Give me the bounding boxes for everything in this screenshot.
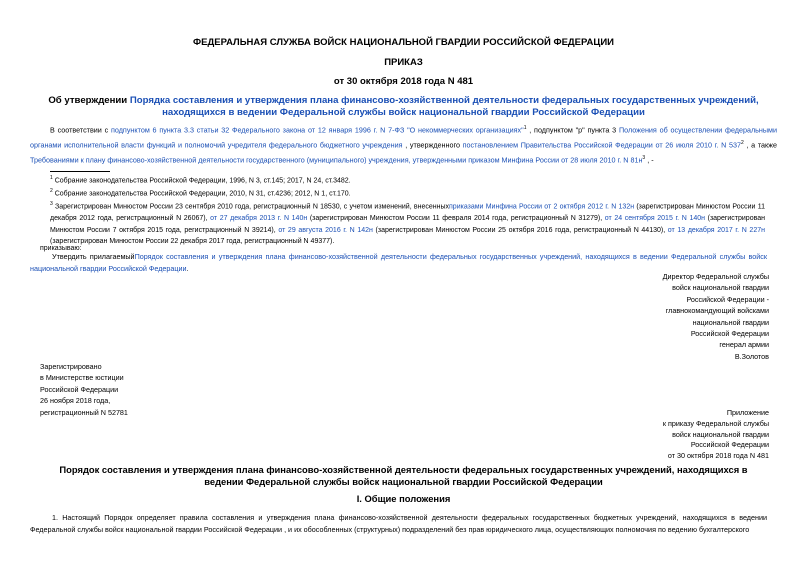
footnote-1	[50, 173, 750, 186]
signature-line: главнокомандующий войсками	[665, 306, 769, 316]
approve-text: .	[186, 264, 189, 273]
footnote-ref[interactable]: 3	[642, 154, 646, 161]
footnote-text: Собрание законодательства Российской Федерации, 1996, N 3, ст.145; 2017, N 24, ст.3482.	[54, 177, 351, 185]
signature-block	[589, 271, 769, 362]
minfin-order-link[interactable]: приказами Минфина России от 2 октября 2012 г. N 132н	[449, 203, 635, 211]
footnote-marker: 1	[50, 175, 53, 181]
signature-line: войск национальной гвардии	[672, 283, 769, 293]
footnote-divider	[50, 171, 110, 172]
section-title: I. Общие положения	[356, 493, 451, 504]
footnote-ref[interactable]: 2	[740, 139, 744, 146]
decree-link[interactable]: постановлением Правительства Российской Федерации от 26 июля 2010 г. N 537	[462, 140, 741, 150]
appendix-line: Российской Федерации	[690, 440, 769, 450]
order-word: приказываю:	[40, 245, 82, 252]
footnote-text: (зарегистрирован Минюстом России 22 декабря 2017 года, регистрационный N 49377).	[50, 238, 335, 246]
signature-line: генерал армии	[719, 340, 769, 350]
footnote-text: Зарегистрирован Минюстом России 23 сентября 2010 года, регистрационный N 18530, с учетом изменений, внесенных	[55, 203, 450, 211]
approve-text: Утвердить прилагаемый	[52, 252, 135, 261]
preamble-text: , а также	[743, 140, 777, 150]
document-type: ПРИКАЗ	[384, 57, 423, 68]
title-prefix: Об утверждении	[48, 95, 130, 106]
footnote-marker: 2	[50, 188, 53, 194]
footnote-marker: 3	[50, 201, 53, 207]
appendix-line: Приложение	[726, 408, 769, 417]
regulation-link[interactable]: Положения об осуществлении федеральными органами исполнительной власти функций и полномочий учредителя федерального бюджетного учреждения	[30, 125, 777, 150]
footnote-text: (зарегистрирован Минюстом России 11 февраля 2014 года, регистрационный N 31279),	[307, 214, 603, 222]
signature-line: Российской Федерации	[690, 329, 769, 339]
registration-line: в Министерстве юстиции	[40, 373, 124, 383]
signature-line: Российской Федерации -	[686, 294, 769, 304]
agency-name: ФЕДЕРАЛЬНАЯ СЛУЖБА ВОЙСК НАЦИОНАЛЬНОЙ ГВАРДИИ РОССИЙСКОЙ ФЕДЕРАЦИИ	[193, 37, 614, 48]
law-link[interactable]: подпунктом 6 пункта 3.3 статьи 32 Федерального закона от 12 января 1996 г. N 7-ФЗ "О некоммерческих организациях"	[111, 125, 524, 135]
appendix-line: к приказу Федеральной службы	[662, 418, 769, 428]
preamble-text: , утвержденного	[402, 140, 463, 150]
preamble-text: В соответствии с	[50, 125, 111, 135]
footnote-ref[interactable]: 1	[523, 125, 527, 131]
document-title	[30, 95, 777, 119]
procedure-link[interactable]: Порядок составления и утверждения плана финансово-хозяйственной деятельности федеральных государственных учреждений, находящихся в ведении Федеральной службы войск национальной гвардии Российской Федерации	[30, 252, 767, 273]
registration-line: 26 ноября 2018 года,	[40, 396, 111, 406]
minfin-order-link[interactable]: от 24 сентября 2015 г. N 140н	[602, 214, 705, 222]
signatory-name: В.Золотов	[734, 351, 769, 361]
registration-block	[40, 361, 240, 418]
footnote-text: Собрание законодательства Российской Федерации, 2010, N 31, ст.4236; 2012, N 1, ст.170.	[54, 190, 351, 198]
signature-line: Директор Федеральной службы	[662, 272, 769, 281]
registration-line: регистрационный N 52781	[40, 407, 128, 417]
minfin-order-link[interactable]: от 29 августа 2016 г. N 142н	[275, 226, 373, 234]
registration-line: Российской Федерации	[40, 384, 119, 394]
appendix-line: войск национальной гвардии	[672, 429, 769, 439]
minfin-order-link[interactable]: от 27 декабря 2013 г. N 140н	[207, 214, 308, 222]
footnote-text: (зарегистрирован Минюстом России 11 декабря 2012 года, регистрационный N 26067),	[50, 203, 765, 222]
footnote-3	[50, 199, 765, 248]
footnote-2	[50, 186, 750, 199]
appendix-block	[569, 408, 769, 462]
minfin-order-link[interactable]: от 13 декабря 2017 г. N 227н	[665, 226, 765, 234]
document-date-number: от 30 октября 2018 года N 481	[333, 76, 474, 87]
footnote-text: (зарегистрирован Минюстом России 25 октября 2016 года, регистрационный N 44130),	[372, 226, 666, 234]
paragraph-1: 1. Настоящий Порядок определяет правила составления и утверждения плана финансово-хозяйственной деятельности федеральных государственных бюджетных учреждений, находящихся в ведении Федеральной службы войск национальной гвардии Российской Федерации , и их обособленных (структурных) подразделений без прав юридического лица, осуществляющих полномочия по ведению бухгалтерского	[30, 513, 767, 534]
registration-line: Зарегистрировано	[40, 362, 102, 371]
signature-line: национальной гвардии	[692, 317, 769, 327]
title-link[interactable]: Порядка составления и утверждения плана финансово-хозяйственной деятельности федеральных государственных учреждений, находящихся в ведении Федеральной службы войск национальной гвардии Российской Федерации	[129, 95, 759, 118]
footnote-text: (зарегистрирован Минюстом России 7 октября 2015 года, регистрационный N 39214),	[50, 214, 765, 234]
procedure-title: Порядок составления и утверждения плана финансово-хозяйственной деятельности федеральных государственных учреждений, находящихся в ведении Федеральной службы войск национальной гвардии Российской Федерации	[59, 464, 748, 487]
appendix-line: от 30 октября 2018 года N 481	[667, 451, 769, 461]
preamble-text: , подпунктом "р" пункта 3	[526, 125, 619, 135]
preamble-text: , -	[645, 155, 654, 165]
preamble-paragraph	[30, 122, 777, 167]
requirements-link[interactable]: Требованиями к плану финансово-хозяйственной деятельности государственного (муниципального) учреждения, утвержденными приказом Минфина России от 28 июля 2010 г. N 81н	[30, 155, 643, 165]
